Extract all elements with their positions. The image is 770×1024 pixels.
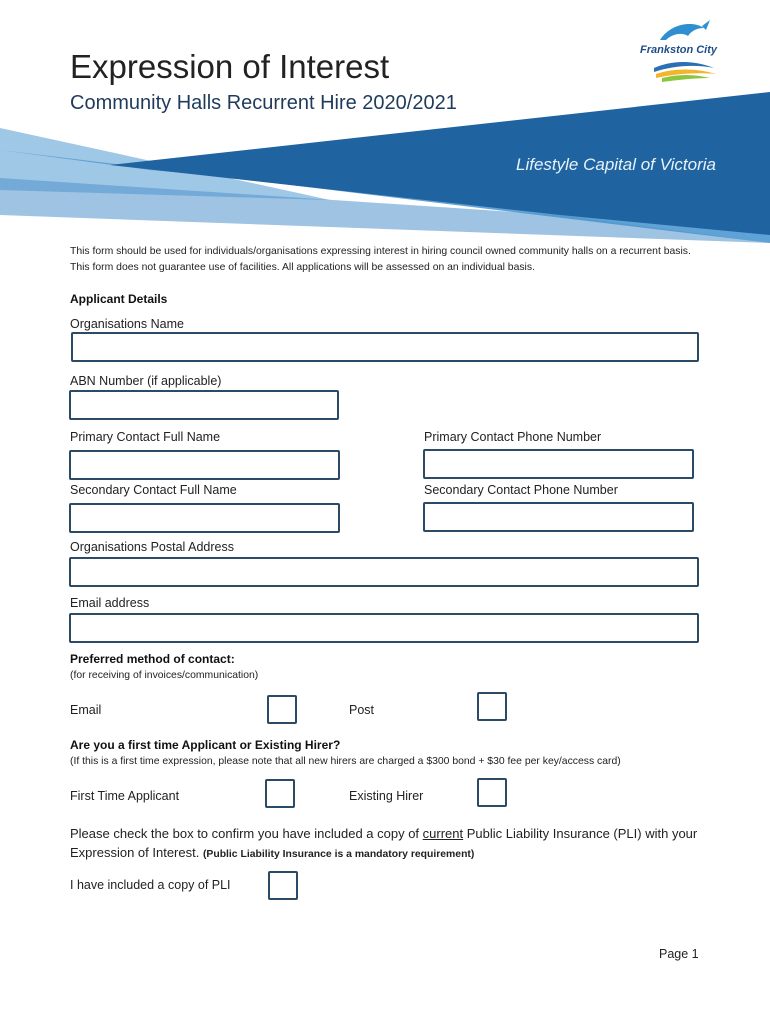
page-subtitle: Community Halls Recurrent Hire 2020/2021 bbox=[70, 92, 457, 114]
secondary-phone-label: Secondary Contact Phone Number bbox=[424, 483, 618, 497]
email-address-field[interactable] bbox=[69, 613, 699, 643]
pli-checkbox-label: I have included a copy of PLI bbox=[70, 878, 231, 892]
contact-post-label: Post bbox=[349, 703, 375, 717]
secondary-name-label: Secondary Contact Full Name bbox=[70, 483, 237, 497]
first-time-checkbox[interactable] bbox=[265, 779, 295, 808]
secondary-phone-field[interactable] bbox=[423, 502, 694, 532]
abn-field[interactable] bbox=[69, 390, 339, 420]
contact-method-note: (for receiving of invoices/communication) bbox=[70, 670, 259, 681]
pli-current-word: current bbox=[422, 826, 464, 841]
abn-label: ABN Number (if applicable) bbox=[70, 374, 222, 388]
frankston-city-logo bbox=[632, 16, 732, 82]
pli-mandatory-note: (Public Liability Insurance is a mandatory requirement) bbox=[202, 849, 475, 860]
existing-hirer-label: Existing Hirer bbox=[349, 789, 424, 803]
org-name-field[interactable] bbox=[71, 332, 699, 362]
org-name-label: Organisations Name bbox=[70, 317, 184, 331]
primary-name-field[interactable] bbox=[69, 450, 340, 480]
contact-email-checkbox[interactable] bbox=[267, 695, 297, 724]
contact-email-label: Email bbox=[70, 703, 102, 717]
pli-text-before: Please check the box to confirm you have included a copy of bbox=[70, 826, 423, 841]
primary-phone-label: Primary Contact Phone Number bbox=[424, 430, 602, 444]
applicant-type-note: (If this is a first time expression, please note that all new hirers are charged a $300 bond + $30 fee per key/access card) bbox=[70, 756, 621, 767]
primary-phone-field[interactable] bbox=[423, 449, 694, 479]
secondary-name-field[interactable] bbox=[69, 503, 340, 533]
existing-hirer-checkbox[interactable] bbox=[477, 778, 507, 807]
tagline: Lifestyle Capital of Victoria bbox=[516, 155, 717, 174]
contact-post-checkbox[interactable] bbox=[477, 692, 507, 721]
postal-address-label: Organisations Postal Address bbox=[70, 540, 234, 554]
pli-checkbox[interactable] bbox=[268, 871, 298, 900]
primary-name-label: Primary Contact Full Name bbox=[70, 430, 221, 444]
applicant-type-heading: Are you a first time Applicant or Existing Hirer? bbox=[70, 738, 341, 752]
applicant-details-heading: Applicant Details bbox=[70, 292, 168, 306]
contact-method-heading: Preferred method of contact: bbox=[70, 652, 235, 666]
page-number: Page 1 bbox=[659, 947, 699, 961]
intro-text: This form should be used for individuals/organisations expressing interest in hiring council owned community halls on a recurrent basis. This form does not guarantee use of facilities. All applications will be assessed on an individual basis. bbox=[70, 246, 691, 273]
postal-address-field[interactable] bbox=[69, 557, 699, 587]
pli-text-after: Public Liability Insurance (PLI) with your Expression of Interest. bbox=[70, 826, 698, 860]
email-address-label: Email address bbox=[70, 596, 150, 610]
page-title: Expression of Interest bbox=[70, 48, 390, 85]
pli-instructions bbox=[70, 824, 720, 864]
first-time-label: First Time Applicant bbox=[70, 789, 180, 803]
logo-text: Frankston City bbox=[640, 44, 718, 56]
